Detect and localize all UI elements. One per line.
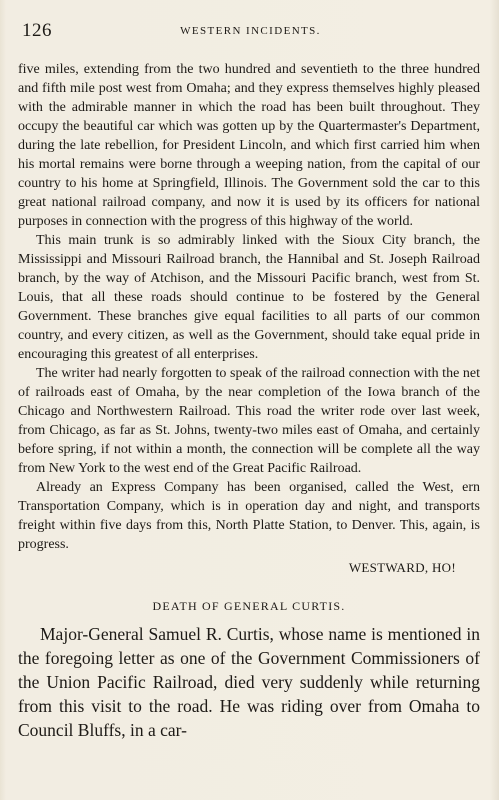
section-body bbox=[18, 622, 480, 742]
section-heading: DEATH OF GENERAL CURTIS. bbox=[152, 599, 346, 613]
page-header bbox=[22, 20, 479, 42]
page-number: 126 bbox=[22, 20, 52, 41]
page-body bbox=[18, 60, 480, 742]
paragraph: This main trunk is so admirably linked with the Sioux City branch, the Mississippi and Missouri Railroad branch, the Hannibal and St. Joseph Railroad branch, by the way of Atchison, and the Missouri Pacific branch, west from St. Louis, that all these roads should continue to be fostered by the General Government. These branches give equal facilities to all parts of our common country, and every citizen, as well as the Government, should take equal pride in encouraging this greatest of all enterprises. bbox=[18, 233, 480, 362]
running-title: WESTERN INCIDENTS. bbox=[180, 25, 321, 37]
paragraph: The writer had nearly forgotten to speak of the railroad connection with the net of railroads east of Omaha, by the near completion of the Iowa branch of the Chicago and Northwestern Railroad. This road the writer rode over last week, from Chicago, as far as St. Johns, twenty-two miles east of Omaha, and certainly before spring, if not within a month, the connection will be complete all the way from New York to the west end of the Great Pacific Railroad. bbox=[18, 366, 480, 476]
paragraph: Already an Express Company has been organised, called the West, ern Transportation Company, which is in operation day and night, and transports freight within five days from this, North Platte Station, to Denver. This, again, is progress. bbox=[18, 480, 480, 552]
paragraph: five miles, extending from the two hundred and seventieth to the three hundred and fifth mile post west from Omaha; and they express themselves highly pleased with the admirable manner in which the road has been built throughout. They occupy the beautiful car which was gotten up by the Quartermaster's Department, during the late rebellion, for President Lincoln, and which first carried him when his mortal remains were borne through a weeping nation, from the capital of our country to his home at Springfield, Illinois. The Government sold the car to this great national railroad company, and now it is used by its officers for national purposes in connection with the progress of this highway of the world. bbox=[18, 62, 480, 229]
section-paragraph: Major-General Samuel R. Curtis, whose name is mentioned in the foregoing letter as one of the Government Commissioners of the Union Pacific Railroad, died very suddenly while returning from this visit to the road. He was riding over from Omaha to Council Bluffs, in a car- bbox=[18, 624, 480, 740]
signature: WESTWARD, HO! bbox=[348, 560, 456, 575]
